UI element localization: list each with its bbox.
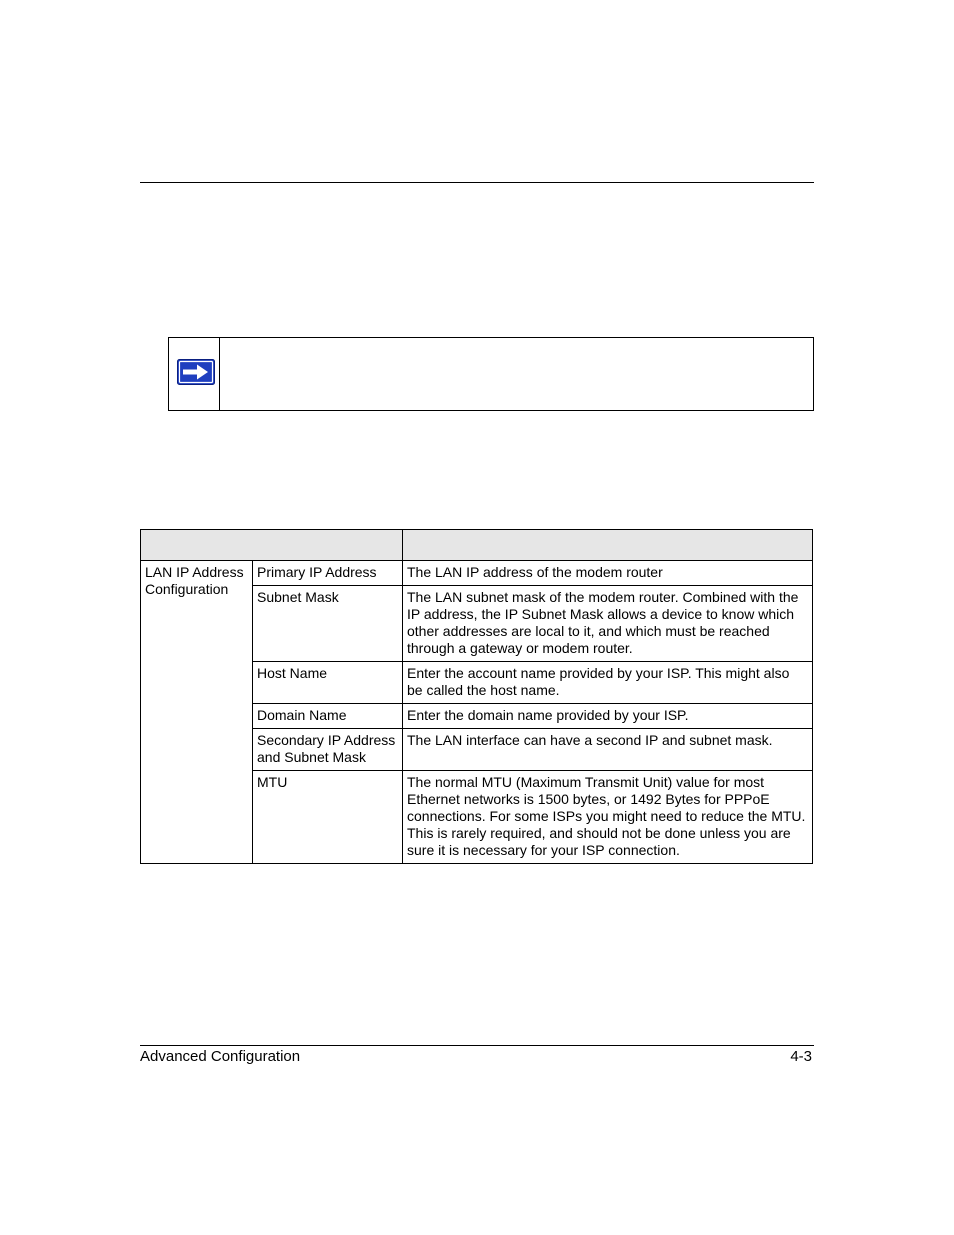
arrow-right-icon: [177, 359, 215, 385]
setting-description: The LAN subnet mask of the modem router. Combined with the IP address, the IP Subnet Mask allows a device to know which other addresses are local to it, and which must be reached through a gateway or modem router.: [403, 586, 813, 662]
footer-chapter-title: Advanced Configuration: [140, 1048, 301, 1065]
setting-name: MTU: [253, 771, 403, 864]
table-row: [141, 561, 813, 586]
group-label: LAN IP Address Configuration: [141, 561, 253, 864]
setting-description: Enter the domain name provided by your ISP.: [403, 704, 813, 729]
footer-page-number: 4-3: [790, 1048, 812, 1065]
setting-description: The LAN interface can have a second IP and subnet mask.: [403, 729, 813, 771]
header-rule: [140, 182, 814, 183]
table-header-setting: [141, 530, 403, 561]
setting-name: Subnet Mask: [253, 586, 403, 662]
table-header-row: [141, 530, 813, 561]
note-icon-cell: [169, 338, 220, 410]
note-box: [168, 337, 814, 411]
table-header-description: [403, 530, 813, 561]
settings-table: [140, 529, 813, 864]
setting-description: The LAN IP address of the modem router: [403, 561, 813, 586]
setting-name: Host Name: [253, 662, 403, 704]
setting-description: Enter the account name provided by your ISP. This might also be called the host name.: [403, 662, 813, 704]
setting-description: The normal MTU (Maximum Transmit Unit) value for most Ethernet networks is 1500 bytes, or 1492 Bytes for PPPoE connections. For some ISPs you might need to reduce the MTU. This is rarely required, and should not be done unless you are sure it is necessary for your ISP connection.: [403, 771, 813, 864]
setting-name: Primary IP Address: [253, 561, 403, 586]
setting-name: Secondary IP Address and Subnet Mask: [253, 729, 403, 771]
footer-rule: [140, 1045, 814, 1046]
setting-name: Domain Name: [253, 704, 403, 729]
